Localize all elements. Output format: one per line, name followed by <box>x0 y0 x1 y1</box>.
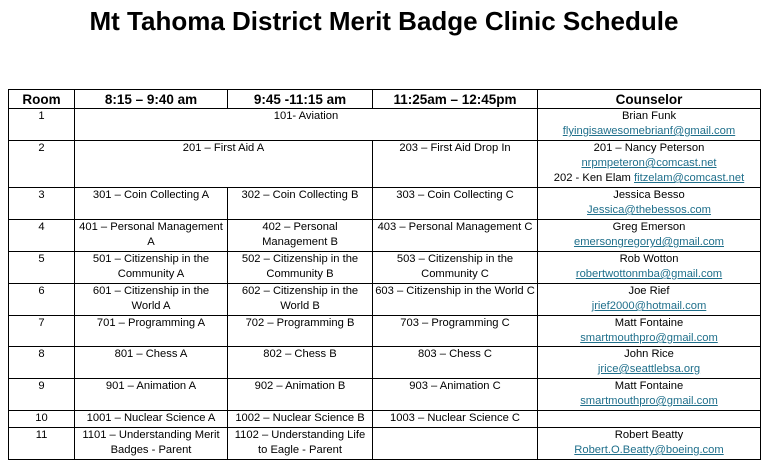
table-row <box>9 379 761 411</box>
header-room: Room <box>9 90 75 109</box>
room-number: 4 <box>9 220 75 252</box>
counselor-cell <box>538 428 761 460</box>
counselor-cell <box>538 284 761 316</box>
table-row <box>9 220 761 252</box>
counselor-name: 202 - Ken Elam <box>553 172 631 184</box>
class-cell: 1003 – Nuclear Science C <box>373 411 538 428</box>
counselor-name: Matt Fontaine <box>614 317 684 329</box>
class-cell: 902 – Animation B <box>228 379 373 411</box>
class-cell: 903 – Animation C <box>373 379 538 411</box>
counselor-name: Jessica Besso <box>613 189 685 201</box>
counselor-name: John Rice <box>624 348 674 360</box>
class-cell: 503 – Citizenship in the Community C <box>373 252 538 284</box>
room-number: 5 <box>9 252 75 284</box>
counselor-cell <box>538 220 761 252</box>
counselor-email-link[interactable]: jrief2000@hotmail.com <box>591 300 707 312</box>
room-number: 8 <box>9 347 75 379</box>
counselor-email-link[interactable]: smartmouthpro@gmail.com <box>580 395 718 407</box>
room-number: 10 <box>9 411 75 428</box>
class-cell: 1001 – Nuclear Science A <box>75 411 228 428</box>
page-title: Mt Tahoma District Merit Badge Clinic Schedule <box>89 6 679 36</box>
counselor-email-link[interactable]: nrpmpeteron@comcast.net <box>581 157 717 169</box>
table-row <box>9 347 761 379</box>
class-cell: 603 – Citizenship in the World C <box>373 284 538 316</box>
counselor-line-2 <box>540 171 758 186</box>
class-cell: 601 – Citizenship in the World A <box>75 284 228 316</box>
table-row <box>9 411 761 428</box>
counselor-email-link[interactable]: emersongregoryd@gmail.com <box>573 236 724 248</box>
class-cell: 1102 – Understanding Life to Eagle - Parent <box>228 428 373 460</box>
class-cell: 403 – Personal Management C <box>373 220 538 252</box>
counselor-email-link[interactable]: robertwottonmba@gmail.com <box>575 268 723 280</box>
counselor-cell <box>538 188 761 220</box>
room-number: 11 <box>9 428 75 460</box>
class-cell: 702 – Programming B <box>228 316 373 347</box>
class-cell: 203 – First Aid Drop In <box>373 141 538 188</box>
room-number: 7 <box>9 316 75 347</box>
table-row <box>9 316 761 347</box>
class-cell: 802 – Chess B <box>228 347 373 379</box>
class-cell: 301 – Coin Collecting A <box>75 188 228 220</box>
counselor-email-link[interactable]: jrice@seattlebsa.org <box>597 363 701 375</box>
room-number: 3 <box>9 188 75 220</box>
room-number: 2 <box>9 141 75 188</box>
table-row <box>9 109 761 141</box>
class-cell: 303 – Coin Collecting C <box>373 188 538 220</box>
counselor-cell <box>538 347 761 379</box>
class-cell: 602 – Citizenship in the World B <box>228 284 373 316</box>
table-row <box>9 141 761 188</box>
counselor-cell <box>538 379 761 411</box>
counselor-name: Rob Wotton <box>619 253 679 265</box>
header-counselor: Counselor <box>538 90 761 109</box>
counselor-cell <box>538 411 761 428</box>
header-slot-3: 11:25am – 12:45pm <box>373 90 538 109</box>
counselor-email-link[interactable]: smartmouthpro@gmail.com <box>580 332 718 344</box>
class-cell: 201 – First Aid A <box>75 141 373 188</box>
class-cell: 803 – Chess C <box>373 347 538 379</box>
counselor-email-link[interactable]: flyingisawesomebrianf@gmail.com <box>562 125 736 137</box>
counselor-name: Greg Emerson <box>612 221 686 233</box>
counselor-name: Matt Fontaine <box>614 380 684 392</box>
class-cell: 502 – Citizenship in the Community B <box>228 252 373 284</box>
header-slot-2: 9:45 -11:15 am <box>228 90 373 109</box>
counselor-email-link[interactable]: Jessica@thebessos.com <box>587 204 711 216</box>
counselor-email-link[interactable]: Robert.O.Beatty@boeing.com <box>574 444 724 456</box>
header-slot-1: 8:15 – 9:40 am <box>75 90 228 109</box>
class-cell: 801 – Chess A <box>75 347 228 379</box>
table-row <box>9 428 761 460</box>
counselor-name: Robert Beatty <box>614 429 684 441</box>
header-row <box>9 90 761 109</box>
table-row <box>9 188 761 220</box>
class-cell <box>373 428 538 460</box>
class-cell: 1002 – Nuclear Science B <box>228 411 373 428</box>
counselor-name: 201 – Nancy Peterson <box>593 142 705 154</box>
counselor-email-link[interactable]: fitzelam@comcast.net <box>634 172 745 184</box>
room-number: 9 <box>9 379 75 411</box>
counselor-name: Joe Rief <box>628 285 670 297</box>
counselor-cell <box>538 109 761 141</box>
table-row <box>9 252 761 284</box>
room-number: 1 <box>9 109 75 141</box>
class-cell: 703 – Programming C <box>373 316 538 347</box>
class-cell: 302 – Coin Collecting B <box>228 188 373 220</box>
counselor-cell <box>538 141 761 188</box>
class-cell: 401 – Personal Management A <box>75 220 228 252</box>
table-row <box>9 284 761 316</box>
class-cell: 402 – Personal Management B <box>228 220 373 252</box>
class-cell: 101- Aviation <box>75 109 538 141</box>
room-number: 6 <box>9 284 75 316</box>
counselor-cell <box>538 316 761 347</box>
class-cell: 701 – Programming A <box>75 316 228 347</box>
counselor-cell <box>538 252 761 284</box>
class-cell: 901 – Animation A <box>75 379 228 411</box>
class-cell: 1101 – Understanding Merit Badges - Parent <box>75 428 228 460</box>
counselor-name: Brian Funk <box>621 110 677 122</box>
schedule-table <box>8 89 761 460</box>
class-cell: 501 – Citizenship in the Community A <box>75 252 228 284</box>
